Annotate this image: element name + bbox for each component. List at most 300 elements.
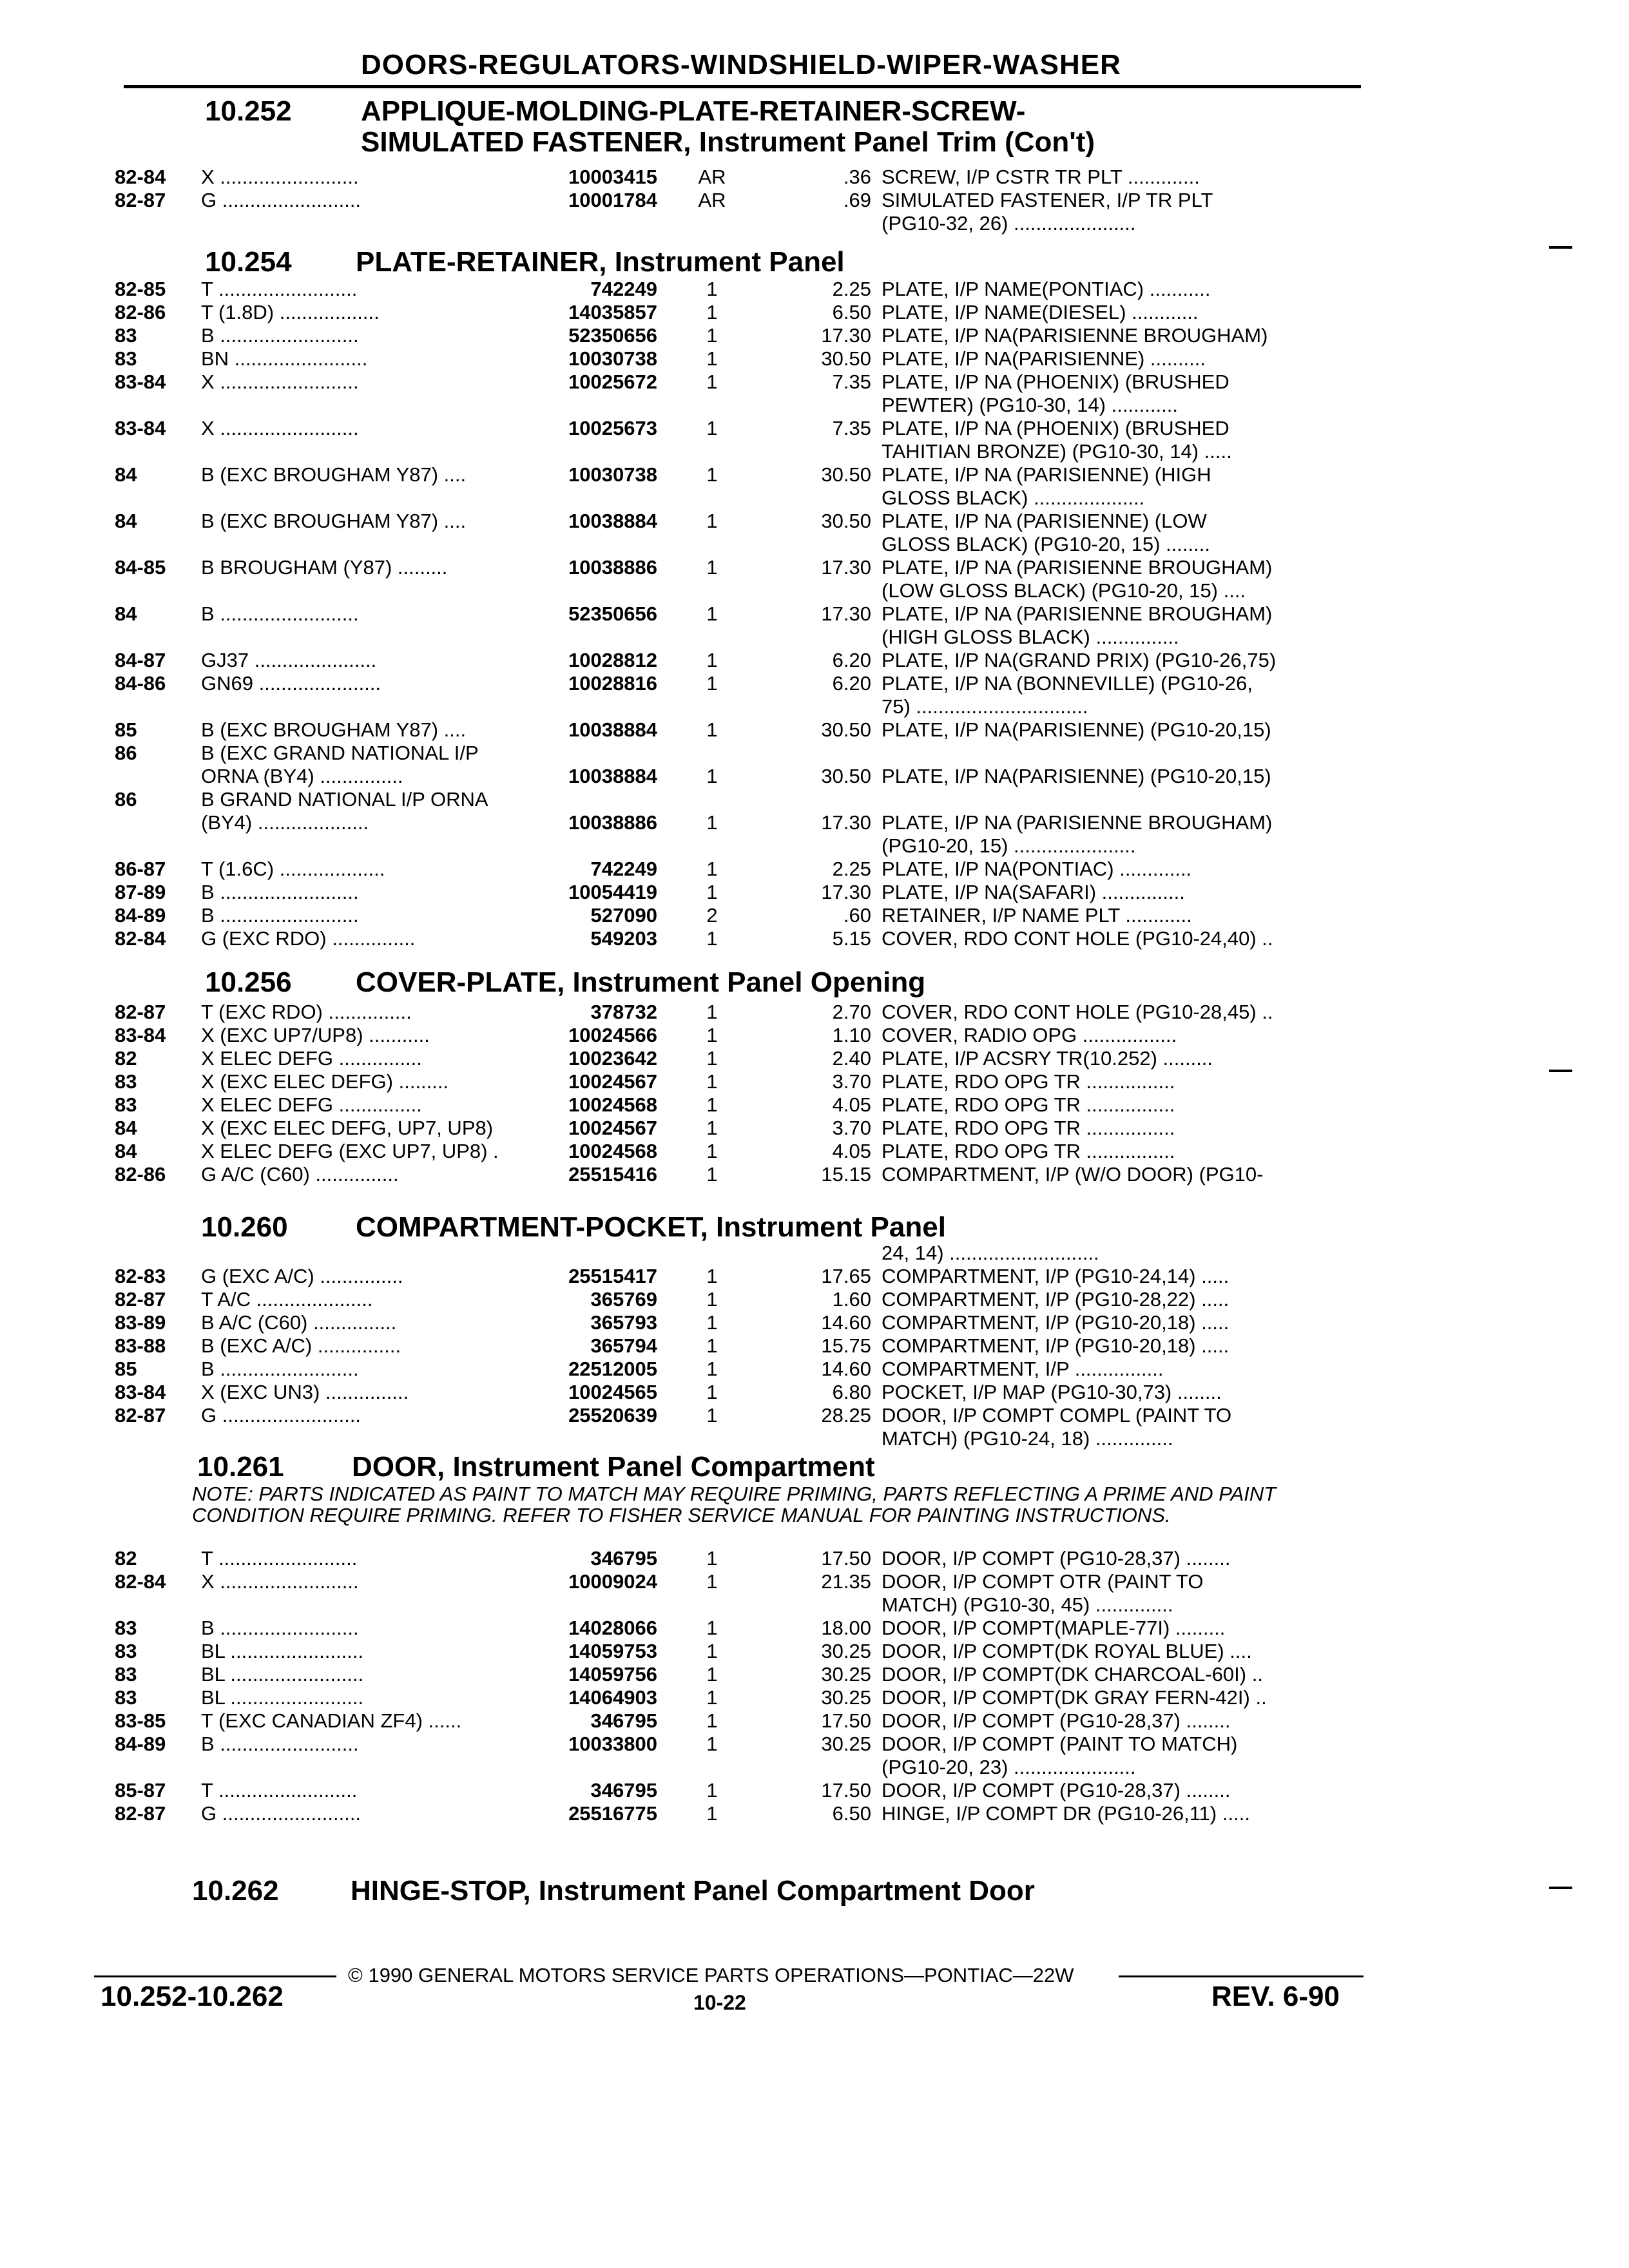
list-item [0,1358,1629,1381]
header-rule [124,85,1361,88]
price: 17.65 [821,1265,871,1287]
body-code: T (1.6C) ................... [201,858,385,880]
price: 30.25 [821,1686,871,1709]
quantity: 1 [706,1570,718,1593]
body-code: GN69 ...................... [201,673,381,695]
body-code: B ......................... [201,325,359,347]
body-code: B (EXC A/C) ............... [201,1335,401,1357]
body-code: G A/C (C60) ............... [201,1164,399,1186]
list-item [0,1548,1629,1571]
model-year: 87-89 [115,881,166,903]
model-year: 84 [115,463,137,486]
model-year: 82-84 [115,927,166,950]
list-item [0,510,1629,533]
description: PLATE, I/P NA(PONTIAC) ............. [882,858,1192,880]
description: PLATE, RDO OPG TR ................ [882,1071,1175,1093]
part-number: 10024565 [568,1381,657,1403]
price: 15.75 [821,1334,871,1357]
quantity: 1 [706,510,718,532]
model-year: 84-89 [115,1733,166,1755]
list-item [0,1617,1629,1640]
body-code: BL ........................ [201,1640,364,1662]
body-code: T (1.8D) .................. [201,302,380,323]
quantity: 1 [706,1093,718,1116]
model-year: 83-84 [115,1024,166,1046]
list-item [0,1381,1629,1405]
price: 17.50 [821,1547,871,1570]
body-code: B ......................... [201,905,359,927]
price: 21.35 [821,1570,871,1593]
margin-mark [1549,1070,1572,1072]
part-number: 10030738 [568,347,657,370]
description: (LOW GLOSS BLACK) (PG10-20, 15) .... [882,580,1246,602]
section-title: HINGE-STOP, Instrument Panel Compartment Door [351,1875,1035,1907]
part-number: 10001784 [568,189,657,211]
part-number: 10028812 [568,649,657,671]
body-code: T ......................... [201,278,358,300]
model-year: 83-85 [115,1709,166,1732]
price: 18.00 [821,1617,871,1639]
list-item [0,1780,1629,1803]
description: PEWTER) (PG10-30, 14) ............ [882,394,1178,416]
description: PLATE, I/P NA(PARISIENNE) .......... [882,348,1206,370]
model-year: 84 [115,1140,137,1162]
quantity: 1 [706,417,718,439]
price: 30.50 [821,510,871,532]
price: 4.05 [832,1140,871,1162]
body-code: B ......................... [201,881,359,903]
part-number: 365794 [590,1334,657,1357]
model-year: 82-87 [115,1404,166,1427]
model-year: 83 [115,1640,137,1662]
model-year: 83 [115,1093,137,1116]
description: COMPARTMENT, I/P (PG10-28,22) ..... [882,1289,1229,1311]
section-number: 10.252 [205,95,292,127]
list-item [0,418,1629,441]
model-year: 85-87 [115,1779,166,1802]
price: 30.25 [821,1733,871,1755]
body-code: X (EXC ELEC DEFG, UP7, UP8) [201,1117,494,1139]
quantity: 1 [706,1140,718,1162]
model-year: 84-85 [115,556,166,579]
quantity: 1 [706,1001,718,1023]
section-title: COVER-PLATE, Instrument Panel Opening [356,966,926,998]
list-item [0,325,1629,348]
list-item [0,580,1629,603]
list-item [0,1071,1629,1094]
list-item [0,1094,1629,1117]
description: COMPARTMENT, I/P (W/O DOOR) (PG10- [882,1164,1264,1186]
list-item [0,371,1629,394]
description: PLATE, RDO OPG TR ................ [882,1117,1175,1139]
price: 28.25 [821,1404,871,1427]
quantity: 1 [706,301,718,323]
body-code: X (EXC UP7/UP8) ........... [201,1024,430,1046]
model-year: 86-87 [115,858,166,880]
part-number: 25516775 [568,1802,657,1825]
description: POCKET, I/P MAP (PG10-30,73) ........ [882,1381,1222,1403]
body-code: ORNA (BY4) ............... [201,765,403,787]
body-code: B (EXC BROUGHAM Y87) .... [201,719,467,741]
body-code: B A/C (C60) ............... [201,1312,397,1334]
description: PLATE, I/P NA (BONNEVILLE) (PG10-26, [882,673,1253,695]
part-number: 10054419 [568,881,657,903]
footer-page-number: 10-22 [693,1991,746,2014]
model-year: 85 [115,1358,137,1380]
list-item [0,533,1629,557]
part-number: 52350656 [568,602,657,625]
list-item [0,1001,1629,1024]
quantity: 1 [706,602,718,625]
quantity: 1 [706,1802,718,1825]
section-note: NOTE: PARTS INDICATED AS PAINT TO MATCH MAY REQUIRE PRIMING, PARTS REFLECTING A PRIME AND PAINT CONDITION REQUIRE PRIMING. REFER TO FISHER SERVICE MANUAL FOR PAINTING INSTRUCTIONS. [192,1483,1277,1526]
description: COMPARTMENT, I/P ................ [882,1358,1164,1380]
part-number: 25515416 [568,1163,657,1186]
quantity: 1 [706,1381,718,1403]
body-code: T A/C ..................... [201,1289,373,1311]
section-number: 10.261 [197,1451,284,1483]
quantity: 1 [706,1686,718,1709]
list-item [0,812,1629,835]
description: DOOR, I/P COMPT (PAINT TO MATCH) [882,1733,1238,1755]
part-number: 14035857 [568,301,657,323]
description: PLATE, I/P NAME(DIESEL) ............ [882,302,1199,323]
part-number: 10038884 [568,718,657,741]
price: 17.30 [821,324,871,347]
description: DOOR, I/P COMPT OTR (PAINT TO [882,1571,1204,1593]
body-code: X (EXC UN3) ............... [201,1381,409,1403]
price: 3.70 [832,1070,871,1093]
description: PLATE, I/P NA (PHOENIX) (BRUSHED [882,371,1229,393]
section-title-line2: SIMULATED FASTENER, Instrument Panel Trim (Con't) [361,126,1095,158]
section-number: 10.260 [201,1211,288,1243]
margin-mark [1549,1887,1572,1889]
price: 30.25 [821,1640,871,1662]
list-item [0,603,1629,626]
footer-section-range: 10.252-10.262 [101,1981,284,2012]
part-number: 346795 [590,1779,657,1802]
list-item [0,649,1629,673]
model-year: 84 [115,602,137,625]
part-number: 10024567 [568,1070,657,1093]
model-year: 82-87 [115,1001,166,1023]
body-code: T (EXC RDO) ............... [201,1001,412,1023]
body-code: BL ........................ [201,1664,364,1686]
description: DOOR, I/P COMPT(DK GRAY FERN-42I) .. [882,1687,1267,1709]
model-year: 82-84 [115,166,166,188]
part-number: 527090 [590,904,657,927]
list-item [0,1405,1629,1428]
list-item [0,464,1629,487]
body-code: BL ........................ [201,1687,364,1709]
description: PLATE, I/P NA (PARISIENNE BROUGHAM) [882,557,1273,579]
list-item [0,742,1629,765]
price: 6.20 [832,649,871,671]
description: COVER, RADIO OPG ................. [882,1024,1177,1046]
description: DOOR, I/P COMPT(DK ROYAL BLUE) .... [882,1640,1252,1662]
description: MATCH) (PG10-24, 18) .............. [882,1428,1173,1450]
model-year: 82-86 [115,1163,166,1186]
model-year: 84-86 [115,672,166,695]
description: MATCH) (PG10-30, 45) .............. [882,1594,1173,1616]
list-item [0,765,1629,789]
model-year: 82-87 [115,189,166,211]
list-item [0,394,1629,418]
description: TAHITIAN BRONZE) (PG10-30, 14) ..... [882,441,1232,463]
body-code: G ......................... [201,1405,361,1427]
page-header-title: DOORS-REGULATORS-WINDSHIELD-WIPER-WASHER [361,49,1121,81]
price: 30.50 [821,765,871,787]
list-item [0,1733,1629,1756]
part-number: 52350656 [568,324,657,347]
description: COVER, RDO CONT HOLE (PG10-28,45) .. [882,1001,1273,1023]
list-item [0,905,1629,928]
model-year: 83 [115,1686,137,1709]
price: 30.50 [821,718,871,741]
price: 17.30 [821,811,871,834]
model-year: 84-89 [115,904,166,927]
quantity: AR [698,189,726,211]
quantity: 1 [706,811,718,834]
list-item [0,1265,1629,1289]
description: SCREW, I/P CSTR TR PLT ............. [882,166,1200,188]
quantity: 1 [706,672,718,695]
price: 30.25 [821,1663,871,1686]
model-year: 82 [115,1047,137,1070]
part-number: 10025672 [568,370,657,393]
list-item [0,1664,1629,1687]
list-item [0,1024,1629,1048]
model-year: 83-84 [115,1381,166,1403]
description: PLATE, I/P NA(SAFARI) ............... [882,881,1185,903]
price: 17.50 [821,1779,871,1802]
list-item [0,626,1629,649]
price: 17.30 [821,881,871,903]
part-number: 14059753 [568,1640,657,1662]
body-code: B GRAND NATIONAL I/P ORNA [201,789,488,811]
body-code: G ......................... [201,1803,361,1825]
list-item [0,858,1629,881]
model-year: 83 [115,1070,137,1093]
model-year: 82-87 [115,1288,166,1311]
part-number: 25520639 [568,1404,657,1427]
section-title: DOOR, Instrument Panel Compartment [352,1451,875,1483]
quantity: 1 [706,1617,718,1639]
quantity: 1 [706,1265,718,1287]
quantity: 1 [706,881,718,903]
list-item [0,189,1629,213]
section-title: PLATE-RETAINER, Instrument Panel [356,246,845,278]
quantity: 1 [706,1117,718,1139]
part-number: 346795 [590,1709,657,1732]
description: COMPARTMENT, I/P (PG10-20,18) ..... [882,1312,1229,1334]
description: HINGE, I/P COMPT DR (PG10-26,11) ..... [882,1803,1250,1825]
description: DOOR, I/P COMPT (PG10-28,37) ........ [882,1780,1231,1802]
part-number: 549203 [590,927,657,950]
quantity: 1 [706,370,718,393]
part-number: 10024567 [568,1117,657,1139]
body-code: X ......................... [201,371,359,393]
description: (PG10-20, 23) ...................... [882,1756,1136,1778]
description: GLOSS BLACK) .................... [882,487,1145,509]
description: RETAINER, I/P NAME PLT ............ [882,905,1192,927]
description: (PG10-20, 15) ...................... [882,835,1136,857]
section-title: APPLIQUE-MOLDING-PLATE-RETAINER-SCREW- [361,95,1026,127]
description: DOOR, I/P COMPT(MAPLE-77I) ......... [882,1617,1226,1639]
price: 2.25 [832,278,871,300]
quantity: 1 [706,1311,718,1334]
list-item [0,302,1629,325]
description: 75) ............................... [882,696,1088,718]
price: 7.35 [832,417,871,439]
price: 17.50 [821,1709,871,1732]
body-code: B (EXC GRAND NATIONAL I/P [201,742,479,764]
description: PLATE, I/P NA(PARISIENNE BROUGHAM) [882,325,1268,347]
section-number: 10.256 [205,966,292,998]
quantity: 1 [706,858,718,880]
description: PLATE, RDO OPG TR ................ [882,1094,1175,1116]
quantity: 1 [706,718,718,741]
list-item [0,1289,1629,1312]
part-number: 10033800 [568,1733,657,1755]
body-code: X ......................... [201,1571,359,1593]
price: 6.50 [832,1802,871,1825]
list-item [0,487,1629,510]
description: PLATE, I/P NA(GRAND PRIX) (PG10-26,75) [882,649,1277,671]
model-year: 82-87 [115,1802,166,1825]
description: PLATE, I/P NA (PARISIENNE BROUGHAM) [882,812,1273,834]
price: 14.60 [821,1311,871,1334]
body-code: B (EXC BROUGHAM Y87) .... [201,510,467,532]
model-year: 84-87 [115,649,166,671]
part-number: 10003415 [568,166,657,188]
body-code: T ......................... [201,1780,358,1802]
price: 15.15 [821,1163,871,1186]
part-number: 365769 [590,1288,657,1311]
description: SIMULATED FASTENER, I/P TR PLT [882,189,1213,211]
quantity: 1 [706,1334,718,1357]
list-item [0,441,1629,464]
model-year: 84 [115,1117,137,1139]
price: 2.25 [832,858,871,880]
model-year: 83-84 [115,370,166,393]
list-item [0,1756,1629,1780]
body-code: X ELEC DEFG ............... [201,1048,422,1070]
price: 5.15 [832,927,871,950]
part-number: 22512005 [568,1358,657,1380]
list-item [0,835,1629,858]
part-number: 742249 [590,858,657,880]
list-item [0,1140,1629,1164]
quantity: 1 [706,1047,718,1070]
body-code: G ......................... [201,189,361,211]
list-item [0,719,1629,742]
part-number: 10038884 [568,765,657,787]
description: (HIGH GLOSS BLACK) ............... [882,626,1179,648]
part-number: 14028066 [568,1617,657,1639]
footer-revision: REV. 6-90 [1211,1981,1340,2012]
model-year: 86 [115,742,137,764]
part-number: 10009024 [568,1570,657,1593]
list-item [0,881,1629,905]
list-item [0,213,1629,236]
body-code: T ......................... [201,1548,358,1570]
body-code: B (EXC BROUGHAM Y87) .... [201,464,467,486]
quantity: 1 [706,1779,718,1802]
price: 1.60 [832,1288,871,1311]
quantity: 1 [706,1070,718,1093]
price: 2.40 [832,1047,871,1070]
quantity: 1 [706,1024,718,1046]
body-code: X (EXC ELEC DEFG) ......... [201,1071,449,1093]
model-year: 85 [115,718,137,741]
quantity: 1 [706,347,718,370]
description: 24, 14) ........................... [882,1242,1099,1264]
part-number: 10038886 [568,556,657,579]
part-number: 365793 [590,1311,657,1334]
quantity: 1 [706,1663,718,1686]
description: PLATE, I/P NA (PARISIENNE BROUGHAM) [882,603,1273,625]
body-code: X ......................... [201,166,359,188]
part-number: 10038886 [568,811,657,834]
price: 14.60 [821,1358,871,1380]
model-year: 82-86 [115,301,166,323]
part-number: 14064903 [568,1686,657,1709]
model-year: 82-83 [115,1265,166,1287]
body-code: B ......................... [201,1733,359,1755]
price: 30.50 [821,347,871,370]
description: PLATE, I/P ACSRY TR(10.252) ......... [882,1048,1213,1070]
list-item [0,1571,1629,1594]
price: 4.05 [832,1093,871,1116]
model-year: 83-88 [115,1334,166,1357]
part-number: 10028816 [568,672,657,695]
quantity: 2 [706,904,718,927]
price: 6.20 [832,672,871,695]
part-number: 10024568 [568,1140,657,1162]
list-item [0,789,1629,812]
quantity: 1 [706,1288,718,1311]
quantity: 1 [706,649,718,671]
body-code: B ......................... [201,603,359,625]
body-code: BN ........................ [201,348,368,370]
model-year: 84 [115,510,137,532]
list-item [0,1594,1629,1617]
description: DOOR, I/P COMPT (PG10-28,37) ........ [882,1548,1231,1570]
list-item [0,1335,1629,1358]
price: 1.10 [832,1024,871,1046]
description: PLATE, I/P NA (PARISIENNE) (LOW [882,510,1207,532]
price: .36 [843,166,871,188]
quantity: 1 [706,1733,718,1755]
description: PLATE, I/P NA(PARISIENNE) (PG10-20,15) [882,719,1271,741]
body-code: B ......................... [201,1617,359,1639]
footer-rule-right [1119,1975,1364,1977]
model-year: 83 [115,347,137,370]
body-code: G (EXC RDO) ............... [201,928,416,950]
body-code: B BROUGHAM (Y87) ......... [201,557,448,579]
description: PLATE, RDO OPG TR ................ [882,1140,1175,1162]
list-item [0,278,1629,302]
price: 17.30 [821,556,871,579]
body-code: GJ37 ...................... [201,649,377,671]
description: COMPARTMENT, I/P (PG10-20,18) ..... [882,1335,1229,1357]
list-item [0,166,1629,189]
price: 3.70 [832,1117,871,1139]
price: 17.30 [821,602,871,625]
part-number: 10024566 [568,1024,657,1046]
margin-mark [1549,246,1572,249]
